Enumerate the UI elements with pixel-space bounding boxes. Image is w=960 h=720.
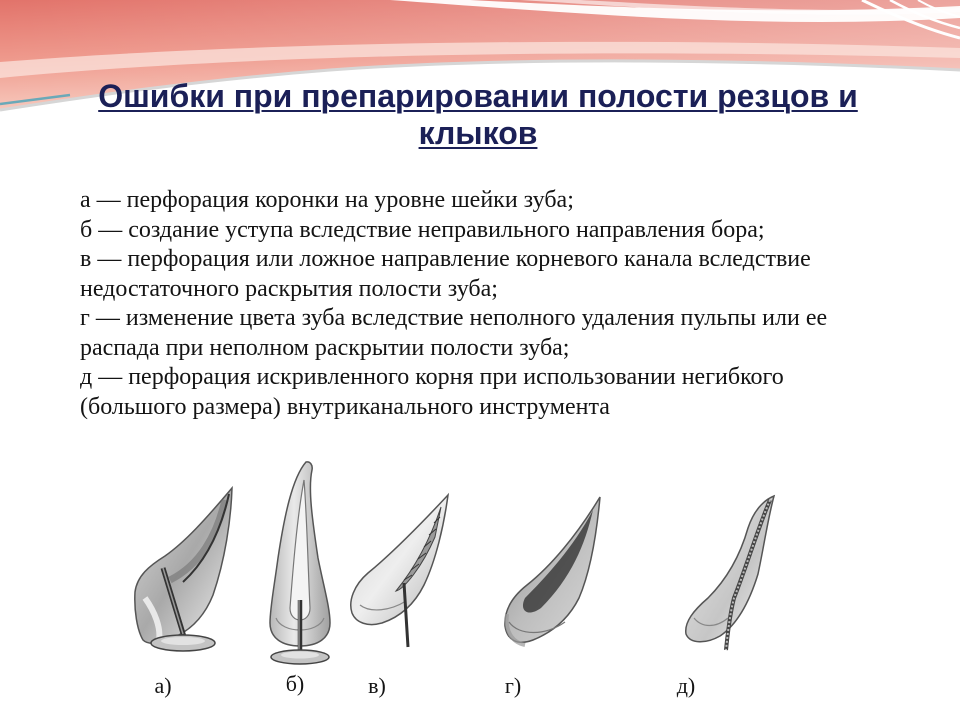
figure-label-a: а) [154, 673, 172, 698]
list-item-line: (большого размера) внутриканального инструмента [80, 393, 610, 420]
figure-label-b: б) [285, 671, 305, 696]
tooth-discoloration-icon [495, 490, 605, 655]
tooth-crown-perforation-icon [125, 480, 240, 665]
list-item-a [80, 186, 940, 216]
tooth-curved-root-perforation-icon [672, 490, 782, 655]
list-item-g [80, 304, 940, 363]
list-item-line: б — создание уступа вследствие неправильного направления бора; [80, 216, 765, 243]
list-item-b [80, 216, 940, 246]
figure-label-d: д) [676, 673, 696, 698]
slide-title: Ошибки при препарировании полости резцов и клыков [98, 78, 858, 151]
error-list [80, 186, 940, 422]
list-item-line: а — перфорация коронки на уровне шейки зуба; [80, 187, 574, 213]
figure-label-g: г) [504, 673, 522, 698]
list-item-line: д — перфорация искривленного корня при использовании негибкого [80, 364, 784, 390]
list-item-line: распада при неполном раскрытии полости зуба; [80, 334, 570, 361]
list-item-line: недостаточного раскрытия полости зуба; [80, 275, 498, 302]
figure-label-v: в) [368, 673, 386, 698]
list-item-d [80, 363, 940, 422]
list-item-v [80, 245, 940, 304]
tooth-ledge-bur-icon [262, 458, 340, 668]
list-item-line: в — перфорация или ложное направление корневого канала вследствие [80, 246, 811, 272]
list-item-line: г — изменение цвета зуба вследствие неполного удаления пульпы или ее [80, 305, 828, 331]
tooth-false-canal-icon [340, 465, 455, 655]
